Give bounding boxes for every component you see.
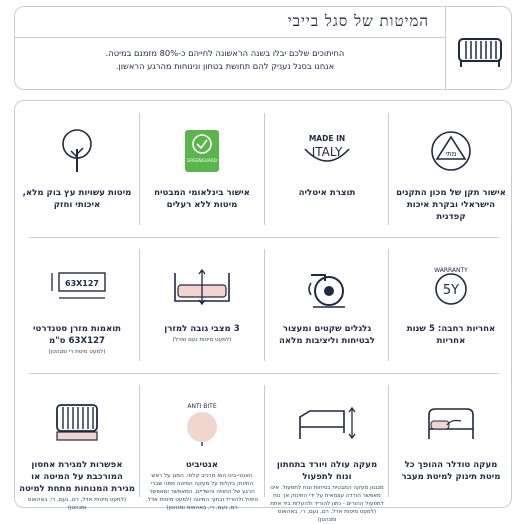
- svg-text:ITALY: ITALY: [311, 145, 343, 159]
- made-in-italy-icon: [265, 123, 389, 179]
- crib-convert-icon: [389, 395, 513, 451]
- mattress-size-badge-text: 63X127: [65, 279, 99, 288]
- svg-text:מתי: מתי: [445, 150, 457, 158]
- anti-bite-badge-text: ANTI BITE: [187, 403, 217, 410]
- israel-standard-mark-icon: [389, 123, 513, 179]
- intro-line-1: החיתוכים שלכם יבלו בשנה הראשונה לחייהם כ-80% מזמנם במיטה.: [105, 48, 345, 58]
- crib-drawer-icon: [15, 395, 139, 451]
- feature-rail-up-down: [265, 373, 389, 523]
- warranty-badge-text: WARRANTY: [434, 267, 468, 274]
- mattress-size-icon: [15, 259, 139, 315]
- feature-title: 3 מצבי גובה למזרן: [164, 324, 240, 334]
- page-title: המיטות של סגל בייבי: [287, 12, 429, 30]
- feature-subtext: מנגנון מעקה המבטיח בטיחות ונוח לתפעול. אינו מאפשר הורדה עצמאית על ידי התינוק אך נוח לתפעול ההורים - נתון להוריד ולהעלות ביד אחת (למעט מיטות אדל, רם, נעם, רי, באהאוס ומנהטן): [270, 485, 384, 523]
- feature-title: אישור תקן של מכון התקנים הישראלי ובקרת איכות קפדנית: [396, 188, 506, 222]
- feature-subtext: (למעט מיטות אדל, רם, נעם, רי, באהאוס ומנהטן): [27, 497, 127, 511]
- feature-toddler-rail: [389, 373, 513, 509]
- feature-mattress-size: [15, 237, 139, 373]
- feature-warranty: [389, 237, 513, 373]
- feature-greenguard: [140, 101, 264, 237]
- crib-icon: [455, 35, 505, 73]
- mattress-height-icon: [140, 259, 264, 315]
- intro-text: [15, 47, 435, 73]
- greenguard-certified-icon: [140, 123, 264, 179]
- crib-rail-up-down-icon: [265, 395, 389, 451]
- feature-title: תואמות מזרן סטנדרטי 63X127 ס"מ: [32, 324, 122, 346]
- feature-subtext: (למעט מיטת רי ומגהטן): [48, 349, 106, 355]
- feature-subtext: האנטי-ביט הוא מרכיב קלסי, המגן על ראש התינוק בקלות על מעקה המיטה מפני שברי הרגע של החוויה והשדיים, המאפשר ומאפשר טיפול ולהוריד ובתוך המיטה (למעט מיטות אדל, רם, נעם, רי, באהאוס ומנהטן): [146, 473, 258, 511]
- feature-title: מעקה עולה ויורד בתחתון ונוח לתפעול: [276, 460, 378, 482]
- intro-card: [14, 6, 512, 90]
- feature-subtext: (למעט מיטות נעם ואדל): [172, 337, 232, 343]
- feature-casters: [265, 237, 389, 373]
- feature-title: אישור בינלאומי המבטיח מיטות ללא רעלים: [154, 188, 250, 210]
- feature-israel-standard: [389, 101, 513, 237]
- caster-wheel-icon: [265, 259, 389, 315]
- feature-title: גלגלים שקטים ומעצור לבטיחות וליציבות מלאה: [279, 324, 375, 346]
- feature-title: מעקה טודלר ההופך כל מיטת תינוק למיטת מעבר: [401, 460, 501, 482]
- feature-mattress-heights: [140, 237, 264, 373]
- warranty-5y-icon: [389, 259, 513, 315]
- feature-title: אפשרות למגירת אחסון המורכבת על המיטה או מגירת המנוחות מתחת למיטה: [19, 460, 135, 494]
- header-divider: [445, 7, 446, 89]
- tree-icon: [15, 123, 139, 179]
- feature-made-in-italy: [265, 101, 389, 237]
- features-grid: [14, 100, 512, 523]
- feature-title: תוצרת איטליה: [298, 188, 356, 198]
- svg-text:MADE IN: MADE IN: [308, 134, 346, 143]
- feature-title: אחריות רחבה: 5 שנות אחריות: [406, 324, 496, 346]
- feature-title: מיטות עשויות עץ בוק מלא, איכותי וחזק: [22, 188, 132, 210]
- greenguard-badge-text: GREENGUARD: [187, 158, 217, 163]
- warranty-badge-value: 5Y: [442, 283, 460, 298]
- feature-title: אנטיביט: [185, 460, 219, 470]
- feature-beech-wood: [15, 101, 139, 237]
- feature-storage-drawer: [15, 373, 139, 509]
- title-bar: [15, 7, 445, 38]
- anti-bite-icon: [140, 395, 264, 451]
- feature-anti-bite: [140, 373, 264, 509]
- intro-line-2: אנחנו בסגל נעניק להם תחושת בטחון ונינוחות מהרגע הראשון.: [115, 61, 335, 71]
